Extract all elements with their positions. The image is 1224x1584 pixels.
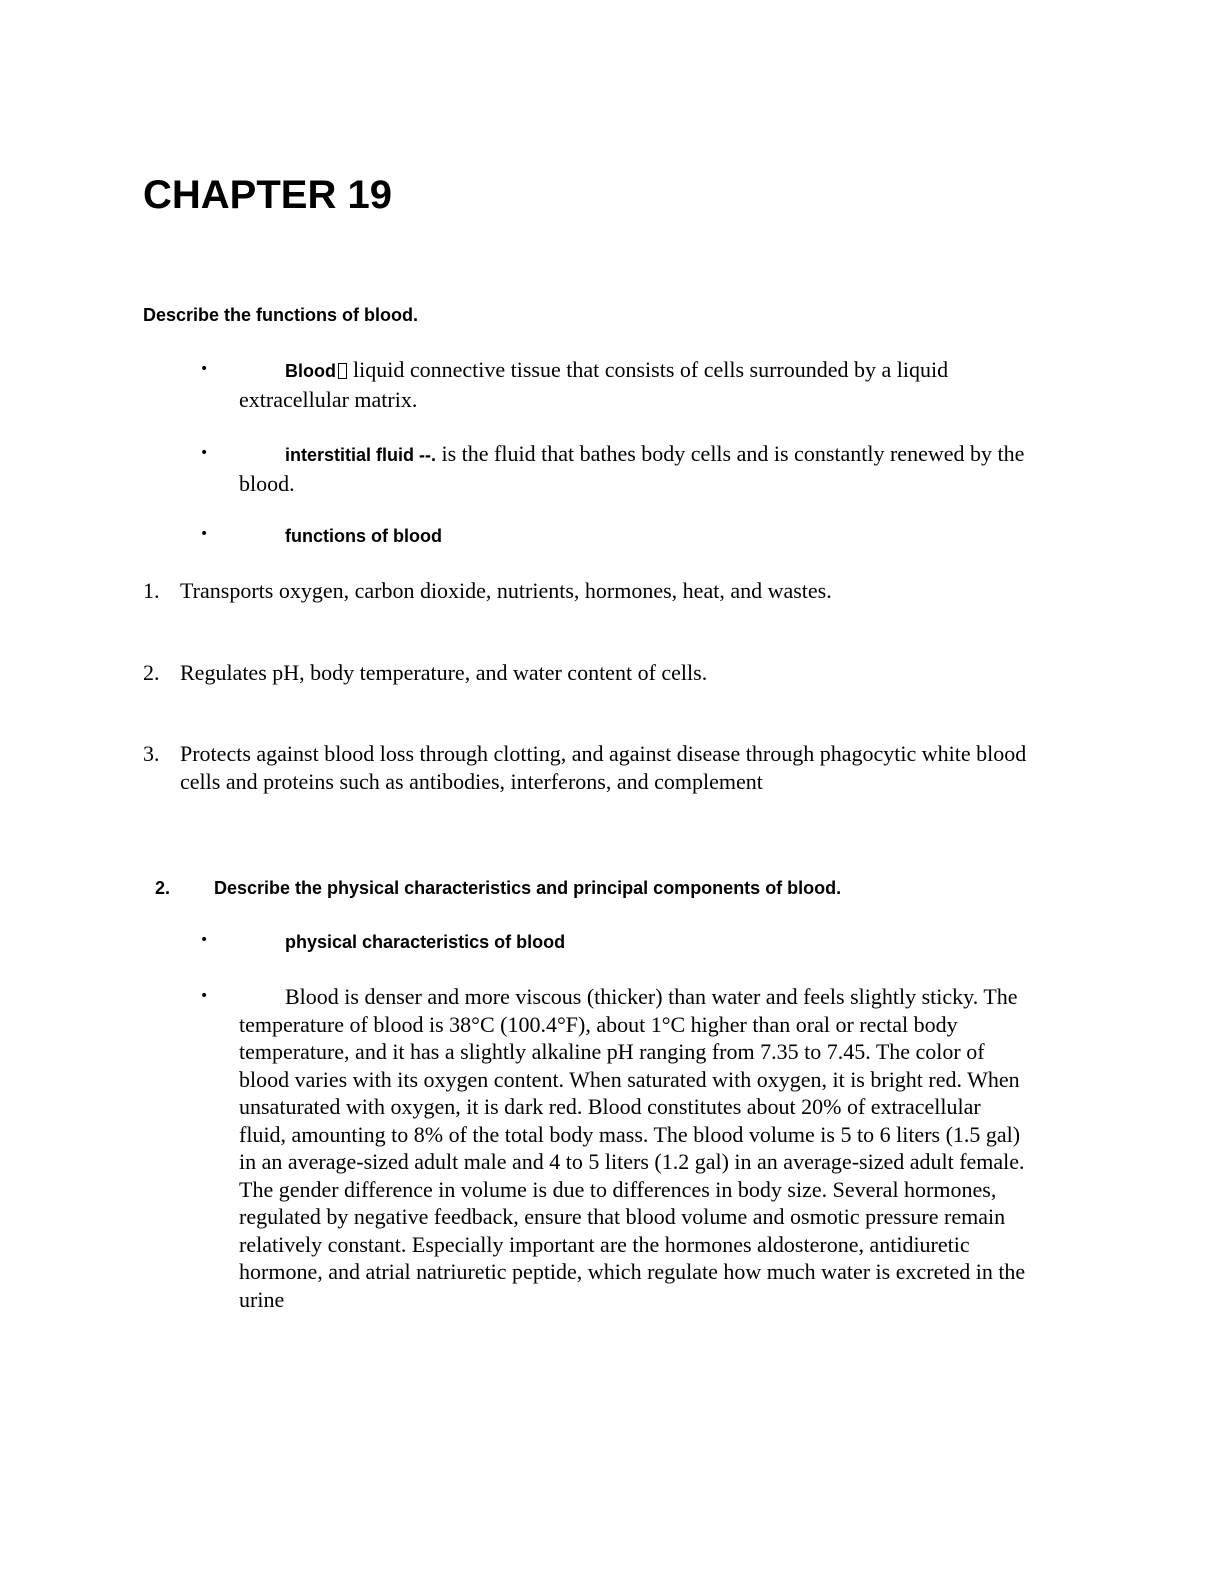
function-text: Transports oxygen, carbon dioxide, nutrients, hormones, heat, and wastes. [180, 578, 832, 603]
bullet-icon: • [200, 988, 209, 1004]
physical-description-text: Blood is denser and more viscous (thicker) than water and feels slightly sticky. The temperature of blood is 38°C (100.4°F), about 1°C higher than oral or rectal body temperature, and it has a slightly alkaline pH ranging from 7.35 to 7.45. The color of blood varies with its oxygen content. When saturated with oxygen, it is bright red. When unsaturated with oxygen, it is dark red. Blood constitutes about 20% of extracellular fluid, amounting to 8% of the total body mass. The blood volume is 5 to 6 liters (1.5 gal) in an average-sized adult male and 4 to 5 liters (1.2 gal) in an average-sized adult female. The gender difference in volume is due to differences in body size. Several hormones, regulated by negative feedback, ensure that blood volume and osmotic pressure remain relatively constant. Especially important are the hormones aldosterone, antidiuretic hormone, and atrial natriuretic peptide, which regulate how much water is excreted in the urine [239, 984, 1026, 1312]
function-item [143, 659, 1043, 687]
function-item [143, 740, 1043, 795]
section2-heading-text: Describe the physical characteristics and principal components of blood. [214, 878, 842, 898]
interstitial-fluid-text: is the fluid that bathes body cells and is constantly renewed by the blood. [239, 441, 1025, 496]
bullet-functions-of-blood [239, 521, 1029, 551]
section1-heading: Describe the functions of blood. [143, 305, 419, 325]
bullet-blood-definition [239, 356, 1029, 413]
term-physical-characteristics: physical characteristics of blood [285, 932, 566, 952]
bullet-icon: • [200, 361, 209, 377]
blood-definition-text: liquid connective tissue that consists of cells surrounded by a liquid extracellular matrix. [239, 357, 949, 412]
section2-number: 2. [155, 878, 171, 898]
bullet-physical-characteristics [239, 927, 1029, 957]
bullet-icon: • [200, 932, 209, 948]
bullet-interstitial-fluid [239, 440, 1029, 497]
function-text: Protects against blood loss through clotting, and against disease through phagocytic white blood cells and proteins such as antibodies, interferons, and complement [180, 741, 1027, 794]
bullet-icon: • [200, 526, 209, 542]
function-text: Regulates pH, body temperature, and water content of cells. [180, 660, 708, 685]
term-functions-of-blood: functions of blood [285, 526, 442, 546]
missing-glyph-box-icon [338, 363, 347, 379]
bullet-icon: • [200, 445, 209, 461]
term-blood: Blood [285, 361, 336, 381]
function-number: 2. [143, 660, 160, 685]
function-item [143, 577, 1043, 605]
term-interstitial-fluid: interstitial fluid --. [285, 445, 436, 465]
function-number: 1. [143, 578, 160, 603]
function-number: 3. [143, 741, 160, 766]
chapter-title: CHAPTER 19 [143, 173, 392, 217]
bullet-physical-description [239, 983, 1029, 1313]
